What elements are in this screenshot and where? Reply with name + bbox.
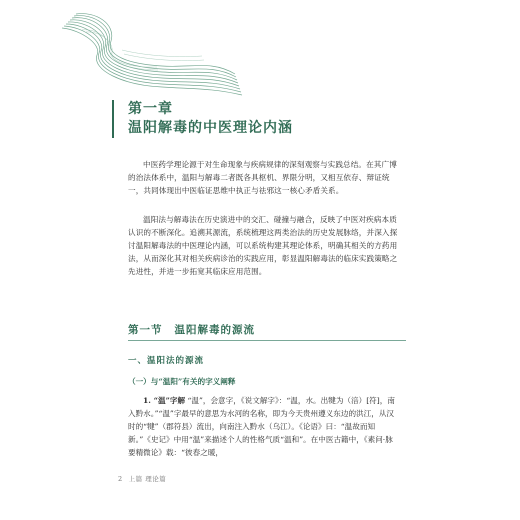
page-number: 2: [118, 475, 123, 483]
item-text: “温”，会意字，《说文解字》：“温，水。出犍为（涪）[符]，南入黔水。”“温”字最早的意思为水河的名称，即为今天贵州遵义东边的洪江，从汉时的“犍”（郡符县）流出，向南注入黔水（乌江）。《论语》曰：“温故而知新。”《史记》中用“温”来描述个人的性格气质“温和”。在中医古籍中，《素问·脉要精微论》载：“彼春之暖，: [128, 396, 395, 457]
running-title: 上篇 理论篇: [128, 475, 167, 483]
section-title: 温阳解毒的源流: [174, 324, 255, 336]
chapter-heading: [112, 100, 388, 138]
sub-subsection-heading: （一）与“温阳”有关的字义阐释: [128, 377, 236, 386]
section-heading: [128, 318, 406, 341]
chapter-label: 第一章: [128, 101, 173, 117]
item-label: 1. “温”字解: [143, 396, 186, 405]
paragraph-wen-definition: [128, 394, 400, 459]
chapter-title: 温阳解毒的中医理论内涵: [128, 120, 293, 136]
paragraph-second: 温阳法与解毒法在历史演进中的交汇、碰撞与融合，反映了中医对疾病本质认识的不断深化。追溯其源流，系统梳理这两类治法的历史发展脉络，并深入探讨温阳解毒法的中医理论内涵，可以系统构建其理论体系，明确其相关的方药用法，从而深化其对相关疾病诊治的实践应用，彰显温阳解毒法的临床实践策略之先进性，并进一步拓宽其临床应用范围。: [128, 215, 398, 276]
decorative-swirl-illustration: [52, 10, 252, 100]
subsection-heading: 一、温阳法的源流: [128, 356, 205, 366]
section-number: 第一节: [128, 324, 163, 336]
paragraph-intro: 中医药学理论源于对生命现象与疾病规律的深刻观察与实践总结。在其广博的治法体系中，温阳与解毒二者既各具枢机、界限分明，又相互依存、辩证统一，共同体现出中医临证思维中执正与祛邪这一核心矛盾关系。: [128, 160, 397, 195]
page-footer: [118, 474, 166, 483]
